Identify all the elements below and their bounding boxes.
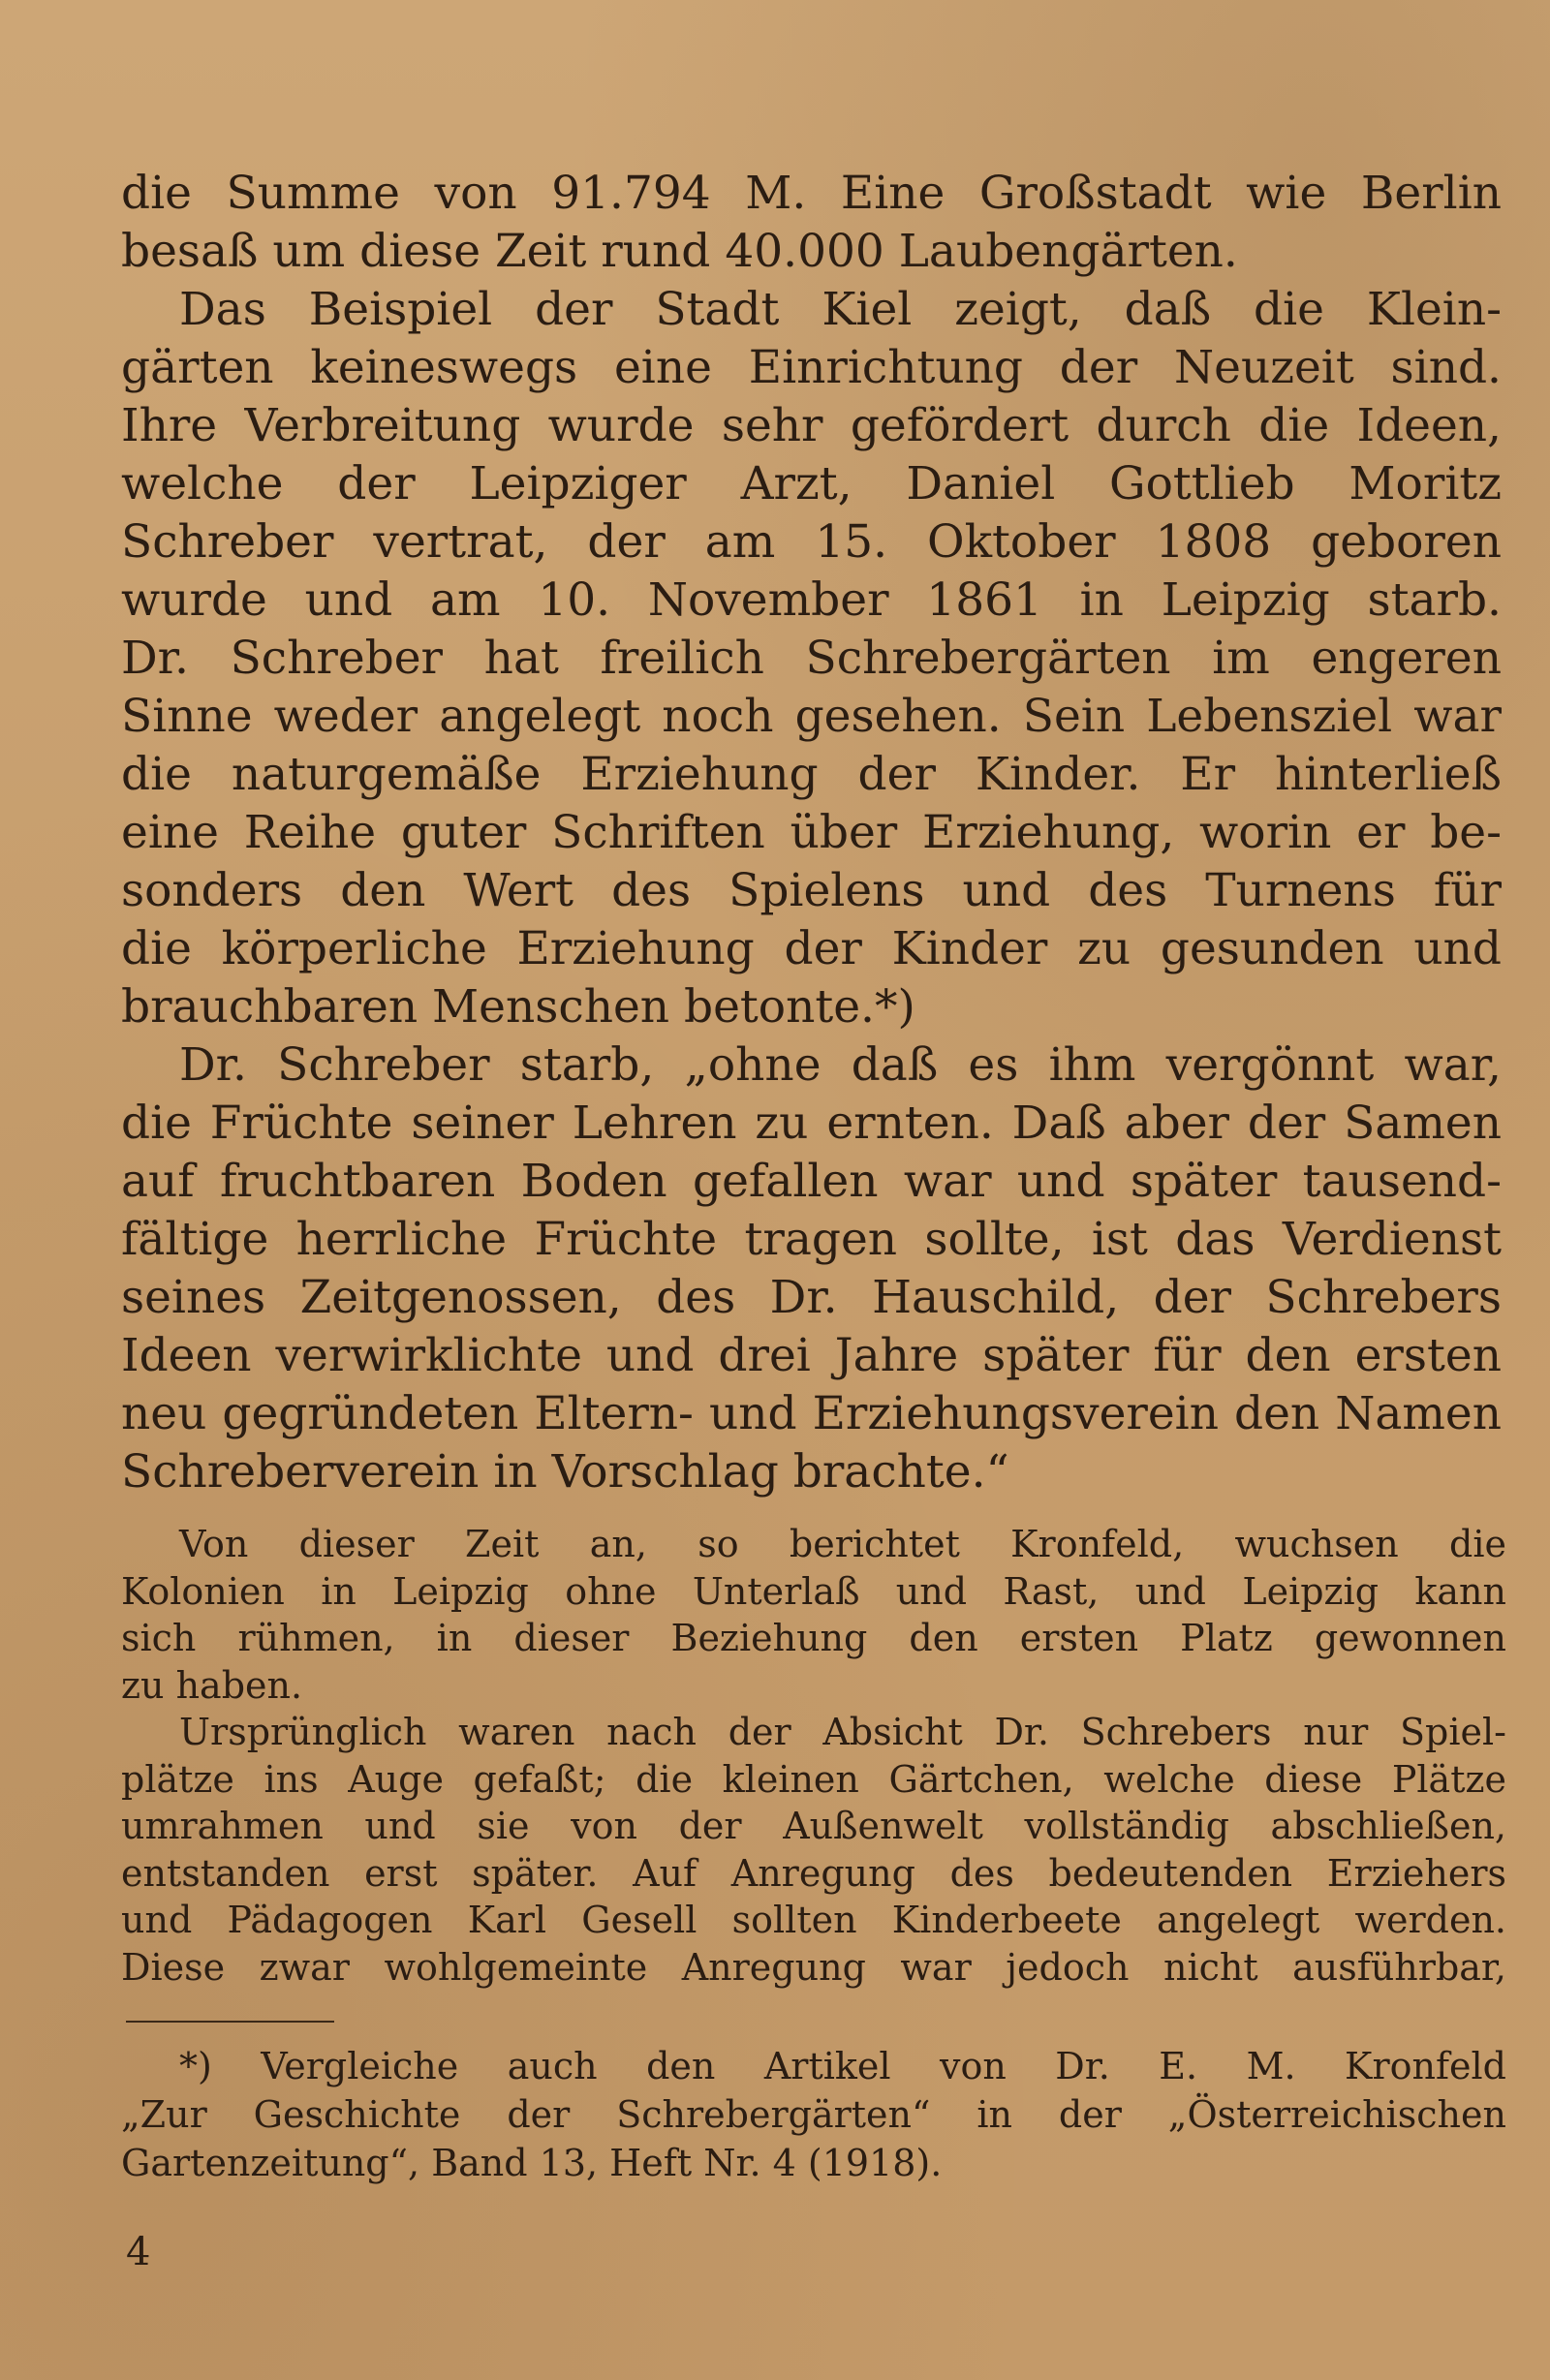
- text-line: Das Beispiel der Stadt Kiel zeigt, daß die Klein-: [179, 283, 1502, 336]
- text-line: Ihre Verbreitung wurde sehr gefördert durch die Ideen,: [121, 399, 1502, 452]
- footnote-line: „Zur Geschichte der Schrebergärten“ in der „Österreichischen: [121, 2093, 1506, 2136]
- text-line: gärten keineswegs eine Einrichtung der Neuzeit sind.: [121, 341, 1502, 394]
- text-line: und Pädagogen Karl Gesell sollten Kinderbeete angelegt werden.: [121, 1899, 1506, 1941]
- text-line: Kolonien in Leipzig ohne Unterlaß und Rast, und Leipzig kann: [121, 1569, 1506, 1613]
- footnote-divider: [126, 2021, 334, 2023]
- text-line: eine Reihe guter Schriften über Erziehung, worin er be-: [121, 806, 1502, 859]
- text-line: sich rühmen, in dieser Beziehung den ersten Platz gewonnen: [121, 1617, 1506, 1659]
- text-line: Diese zwar wohlgemeinte Anregung war jedoch nicht ausführbar,: [121, 1945, 1506, 1989]
- footnote-line: Gartenzeitung“, Band 13, Heft Nr. 4 (1918).: [121, 2142, 943, 2184]
- text-line: seines Zeitgenossen, des Dr. Hauschild, der Schrebers: [121, 1271, 1502, 1324]
- text-line: Sinne weder angelegt noch gesehen. Sein Lebensziel war: [121, 690, 1502, 743]
- text-line: Schreberverein in Vorschlag brachte.“: [121, 1445, 1009, 1499]
- text-line: fältige herrliche Früchte tragen sollte, ist das Verdienst: [121, 1213, 1502, 1266]
- text-line: welche der Leipziger Arzt, Daniel Gottlieb Moritz: [121, 457, 1502, 510]
- text-line: die Summe von 91.794 M. Eine Großstadt wie Berlin: [121, 167, 1502, 220]
- text-line: besaß um diese Zeit rund 40.000 Laubengärten.: [121, 225, 1238, 278]
- text-line: Ursprünglich waren nach der Absicht Dr. Schrebers nur Spiel-: [179, 1711, 1506, 1753]
- small-print-text: [121, 1521, 1506, 1991]
- text-line: Dr. Schreber hat freilich Schrebergärten im engeren: [121, 632, 1502, 685]
- page-number: 4: [126, 2230, 151, 2274]
- text-line: die Früchte seiner Lehren zu ernten. Daß aber der Samen: [121, 1097, 1502, 1150]
- main-body-text: [121, 165, 1502, 1501]
- text-line: neu gegründeten Eltern- und Erziehungsverein den Namen: [121, 1387, 1502, 1440]
- text-line: auf fruchtbaren Boden gefallen war und später tausend-: [121, 1155, 1502, 1208]
- text-line: Ideen verwirklichte und drei Jahre später für den ersten: [121, 1329, 1502, 1382]
- text-line: wurde und am 10. November 1861 in Leipzig starb.: [121, 573, 1502, 627]
- text-line: zu haben.: [121, 1663, 303, 1707]
- footnote: [121, 2042, 1506, 2187]
- text-line: entstanden erst später. Auf Anregung des bedeutenden Erziehers: [121, 1851, 1506, 1895]
- footnote-line: *) Vergleiche auch den Artikel von Dr. E. M. Kronfeld: [179, 2045, 1506, 2087]
- text-line: brauchbaren Menschen betonte.*): [121, 980, 915, 1034]
- text-line: Schreber vertrat, der am 15. Oktober 1808 geboren: [121, 515, 1502, 569]
- text-line: umrahmen und sie von der Außenwelt vollständig abschließen,: [121, 1805, 1506, 1847]
- text-line: sonders den Wert des Spielens und des Turnens für: [121, 864, 1502, 917]
- text-line: die naturgemäße Erziehung der Kinder. Er hinterließ: [121, 748, 1502, 801]
- text-line: Von dieser Zeit an, so berichtet Kronfeld, wuchsen die: [179, 1523, 1506, 1565]
- text-line: plätze ins Auge gefaßt; die kleinen Gärtchen, welche diese Plätze: [121, 1757, 1506, 1801]
- text-line: Dr. Schreber starb, „ohne daß es ihm vergönnt war,: [179, 1038, 1502, 1092]
- text-line: die körperliche Erziehung der Kinder zu gesunden und: [121, 922, 1502, 975]
